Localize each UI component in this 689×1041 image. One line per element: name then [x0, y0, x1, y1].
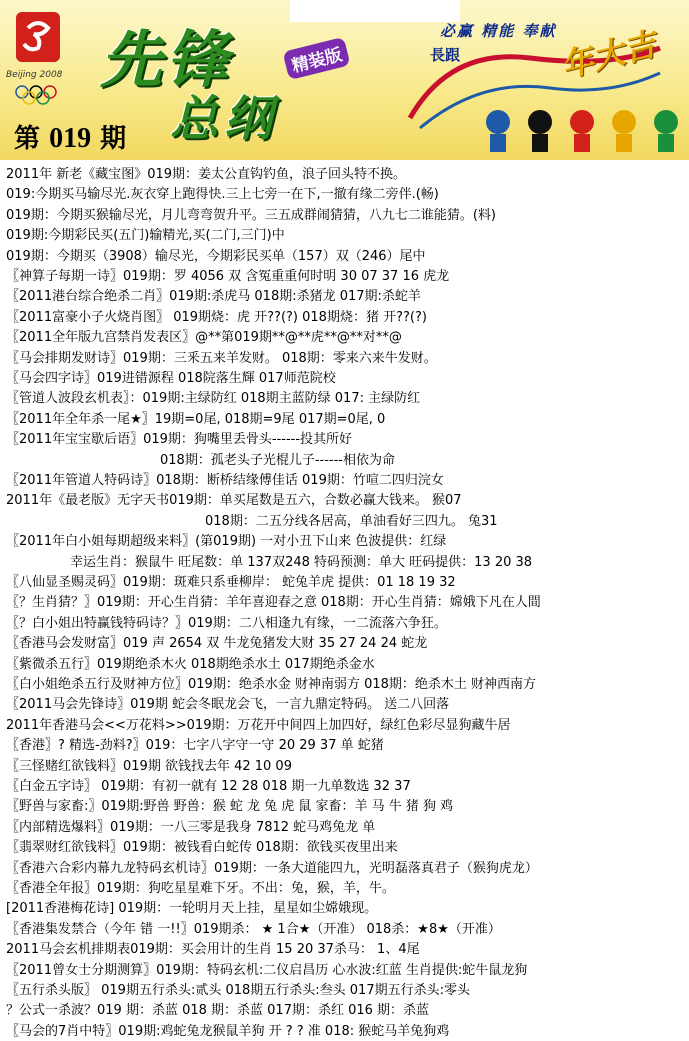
content-line: ？公式一杀波？019 期：杀蓝 018 期：杀蓝 017期：杀红 016 期：杀蓝: [6, 1003, 430, 1019]
content-line: 幸运生肖：猴鼠牛 旺尾数：单 137双248 特码预测：单大 旺码提供：13 20 38: [70, 554, 533, 570]
content-line: 〖马会排期发财诗〗019期：三釆五来羊发财。 018期：零来六来牛发财。: [6, 350, 437, 366]
content-line: 018期：二五分线各居高，单油看好三四九。 兔31: [205, 513, 498, 529]
content-line: 〖野兽与家畜:〗019期:野兽 野兽：猴 蛇 龙 兔 虎 鼠 家畜：羊 马 牛 猪 狗 鸡: [6, 799, 454, 815]
header-banner: [0, 0, 689, 160]
content-line: 019:今期买马输尽光.灰衣穿上跑得快.三上七旁一在下,一撤有缘二旁伴.(畅): [6, 187, 439, 203]
content-line: 〖马会四字诗〗019进错源程 018院落生輝 017师范院校: [6, 371, 336, 386]
banner-slogan: 必赢 精能 奉献: [440, 22, 557, 40]
content-line: 〖神算子每期一诗〗019期：罗 4056 双 含冤重重何时明 30 07 37 16 虎龙: [6, 269, 450, 284]
banner-title-top: 先锋: [100, 23, 233, 96]
issue-number: [14, 118, 126, 155]
beijing-emblem-icon: [8, 8, 68, 78]
content-line: 018期：孤老头子光棍儿子------相依为命: [160, 452, 395, 468]
content-line: 〖2011曾女士分期测算〗019期：特码玄机:二仪启昌历 心水波:红蓝 生肖提供:蛇牛鼠龙狗: [6, 962, 528, 978]
content-line: 〖八仙显圣赐灵码〗019期：斑难只系垂柳岸： 蛇兔羊虎 提供：01 18 19 32: [6, 575, 456, 590]
content-line: 〖马会的7肖中特〗019期:鸡蛇兔龙猴鼠羊狗 开 ? ? 准 018: 猴蛇马羊兔狗鸡: [6, 1023, 450, 1039]
content-line: 019期:今期彩民买(五门)输精光,买(二门,三门)中: [6, 228, 285, 244]
banner-title-bottom: 总纲: [170, 91, 279, 147]
issue-number-value: 019: [49, 123, 92, 154]
content-line: 〖2011年管道人特码诗〗018期：断桥结缘傅佳话 019期：竹喧二四归浣女: [6, 473, 444, 488]
banner-brand: 年大吉: [557, 24, 660, 85]
content-line: 〖香港马会发财富〗019 声 2654 双 牛龙兔猪发大财 35 27 24 24 蛇龙: [6, 636, 428, 652]
content-line: 2011年《最老版》无字天书019期：单买尾数是五六，合数必赢大钱来。 猴07: [6, 493, 462, 509]
olympic-rings-icon: [12, 84, 72, 106]
content-line: [2011香港梅花诗] 019期：一轮明月天上挂，星星如尘嫦娥现。: [6, 901, 378, 917]
content-line: 019期：今期买（3908）输尽光，今期彩民买单（157）双（246）尾中: [6, 248, 426, 264]
content-line: 〖紫微杀五行〗019期绝杀木火 018期绝杀水土 017期绝杀金水: [6, 656, 375, 672]
content-line: 〖翡翠财红欲钱料〗019期：被钱看白蛇传 018期：欲钱买夜里出来: [6, 840, 398, 856]
emblem-text: Beijing 2008: [6, 70, 63, 80]
content-line: 〖2011年宝宝歇后语〗019期：狗嘴里丢骨头------投其所好: [6, 432, 353, 448]
content-line: 〖白小姐绝杀五行及财神方位〗019期：绝杀水金 财神南弱方 018期：绝杀木土 财神西南方: [6, 677, 537, 692]
banner-top-strip: [290, 0, 460, 22]
issue-prefix: 第: [14, 124, 41, 154]
content-line: 2011马会玄机排期表019期：买会用计的生肖 15 20 37杀马： 1、4尾: [6, 942, 420, 958]
content-line: 2011年 新老《藏宝图》019期：姜太公直钩钓鱼，浪子回头特不换。: [6, 167, 407, 182]
content-line: 〖香港六合彩内幕九龙特码玄机诗〗019期：一条大道能四九，光明磊落真君子（猴狗虎龙）: [6, 860, 538, 876]
content-line: 019期：今期买猴输尽光，月儿弯弯贺升平。三五成群闹猜猜，八九七二谁能猜。(料): [6, 207, 496, 223]
edition-badge: 精装版: [282, 37, 350, 80]
content-line: 〖2011马会先锋诗〗019期 蛇会冬眠龙会飞，一言九鼎定特码。 送二八回落: [6, 697, 450, 713]
content-line: 〖？生肖猜？〗019期：开心生肖猜：羊年喜迎春之意 018期：开心生肖猜：嫦娥下凡在人間: [6, 595, 541, 611]
content-line: 〖管道人波段玄机表〗：019期:主绿防红 018期主蓝防绿 017: 主绿防红: [6, 391, 421, 407]
content-line: 〖2011全年版九宫禁肖发表区〗@**第019期**@**虎**@**对**@: [6, 330, 402, 346]
content-line: 〖内部精选爆料〗019期：一八三零是我身 7812 蛇马鸡兔龙 单: [6, 819, 376, 835]
content-line: 〖香港全年报〗019期：狗吃星星难下牙。不出：兔，猴，羊，牛。: [6, 881, 395, 896]
content-line: 〖？白小姐出特赢钱特码诗？〗019期：二八相逢九有缘，一二流落六争狂。: [6, 615, 447, 631]
content-line: 〖五行杀头版〗 019期五行杀头:贰头 018期五行杀头:叁头 017期五行杀头:零头: [6, 983, 470, 998]
content-line: 〖香港〗? 精选-劲料?〗019：七字八字守一守 20 29 37 单 蛇猪: [6, 738, 384, 754]
mascots-icon: [478, 104, 688, 154]
issue-suffix: 期: [100, 124, 127, 154]
content-line: 〖2011年白小姐每期超级来料〗(第019期) 一对小丑下山来 色波提供：红绿: [6, 534, 447, 550]
banner-follow: 長跟: [430, 46, 461, 64]
content-line: 2011年香港马会<<万花料>>019期：万花开中间四上加四好，绿红色彩尽显狗藏牛居: [6, 717, 511, 733]
content-line: 〖2011年全年杀一尾★〗19期=0尾, 018期=9尾 017期=0尾, 0: [6, 411, 386, 427]
content-line: 〖香港集发禁合（今年 错 一!!〗019期杀： ★ 1合★（开准） 018杀：★8★（开准）: [6, 921, 501, 937]
content-line: 〖2011港台综合绝杀二肖〗019期:杀虎马 018期:杀猪龙 017期:杀蛇羊: [6, 289, 421, 305]
content-line: 〖三怪赌红欲钱料〗019期 欲钱找去年 42 10 09: [6, 758, 292, 774]
content-line: 〖2011富豪小子火烧肖图〗 019期烧：虎 开??(?) 018期烧：猪 开??(?): [6, 309, 427, 325]
content-line: 〖白金五字诗〗 019期：有初一就有 12 28 018 期一九单数选 32 37: [6, 779, 411, 794]
